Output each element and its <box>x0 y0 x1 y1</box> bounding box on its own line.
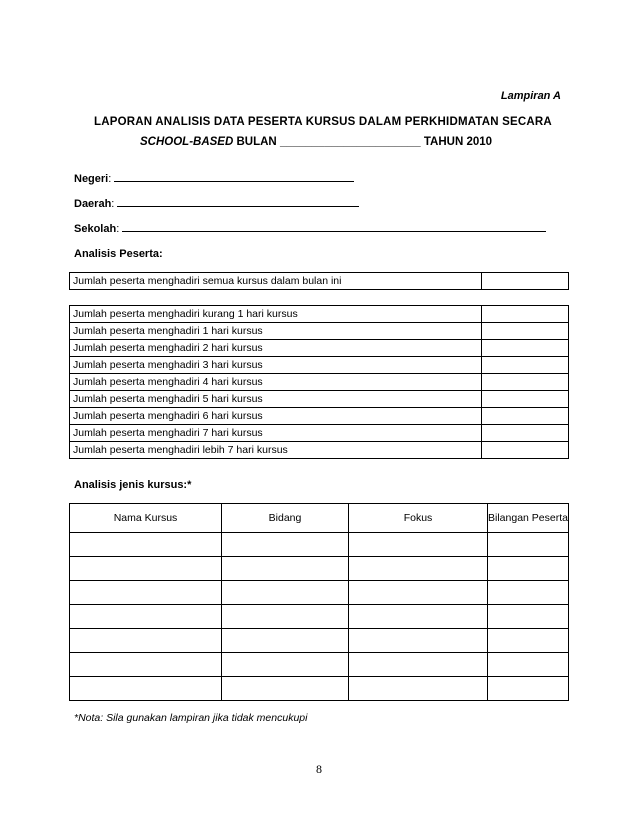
table-row <box>70 677 569 701</box>
bilangan-peserta-cell[interactable] <box>488 557 569 581</box>
total-row-label: Jumlah peserta menghadiri semua kursus dalam bulan ini <box>70 273 482 290</box>
bilangan-peserta-cell[interactable] <box>488 653 569 677</box>
sekolah-field <box>74 221 546 235</box>
col-bilangan-peserta: Bilangan Peserta <box>488 504 569 533</box>
peserta-row-label: Jumlah peserta menghadiri 5 hari kursus <box>70 391 482 408</box>
negeri-colon: : <box>108 173 112 185</box>
table-row <box>70 653 569 677</box>
page-number: 8 <box>316 762 322 776</box>
bilangan-peserta-cell[interactable] <box>488 629 569 653</box>
bidang-cell[interactable] <box>222 629 349 653</box>
peserta-row-value-cell[interactable] <box>482 323 569 340</box>
table-row <box>70 374 569 391</box>
total-peserta-table <box>69 272 569 290</box>
bidang-cell[interactable] <box>222 557 349 581</box>
report-title-line1: LAPORAN ANALISIS DATA PESERTA KURSUS DALAM PERKHIDMATAN SECARA <box>94 116 552 128</box>
bilangan-peserta-cell[interactable] <box>488 533 569 557</box>
bidang-cell[interactable] <box>222 605 349 629</box>
fokus-cell[interactable] <box>349 653 488 677</box>
table-row <box>70 391 569 408</box>
bilangan-peserta-cell[interactable] <box>488 605 569 629</box>
table-row <box>70 357 569 374</box>
peserta-row-label: Jumlah peserta menghadiri kurang 1 hari kursus <box>70 306 482 323</box>
fokus-cell[interactable] <box>349 533 488 557</box>
nama-kursus-cell[interactable] <box>70 653 222 677</box>
fokus-cell[interactable] <box>349 557 488 581</box>
table-row <box>70 273 569 290</box>
nama-kursus-cell[interactable] <box>70 533 222 557</box>
peserta-days-table <box>69 305 569 459</box>
peserta-row-label: Jumlah peserta menghadiri 7 hari kursus <box>70 425 482 442</box>
sekolah-input-line[interactable] <box>122 221 546 232</box>
school-based-text: SCHOOL-BASED <box>140 136 234 148</box>
table-row <box>70 306 569 323</box>
peserta-row-value-cell[interactable] <box>482 391 569 408</box>
nama-kursus-cell[interactable] <box>70 677 222 701</box>
table-row <box>70 629 569 653</box>
fokus-cell[interactable] <box>349 605 488 629</box>
bilangan-peserta-cell[interactable] <box>488 677 569 701</box>
bulan-blank: ______________________ <box>279 136 421 148</box>
nama-kursus-cell[interactable] <box>70 581 222 605</box>
table-row <box>70 425 569 442</box>
negeri-label: Negeri <box>74 173 109 185</box>
fokus-cell[interactable] <box>349 677 488 701</box>
peserta-row-label: Jumlah peserta menghadiri 1 hari kursus <box>70 323 482 340</box>
analisis-kursus-heading: Analisis jenis kursus:* <box>74 479 192 491</box>
table-row <box>70 581 569 605</box>
table-row <box>70 408 569 425</box>
table-row <box>70 442 569 459</box>
table-row <box>70 323 569 340</box>
peserta-row-value-cell[interactable] <box>482 306 569 323</box>
peserta-row-label: Jumlah peserta menghadiri 4 hari kursus <box>70 374 482 391</box>
peserta-row-value-cell[interactable] <box>482 374 569 391</box>
fokus-cell[interactable] <box>349 581 488 605</box>
col-fokus: Fokus <box>349 504 488 533</box>
sekolah-label: Sekolah <box>74 223 117 235</box>
bidang-cell[interactable] <box>222 653 349 677</box>
table-row <box>70 557 569 581</box>
bidang-cell[interactable] <box>222 581 349 605</box>
peserta-row-value-cell[interactable] <box>482 408 569 425</box>
peserta-row-value-cell[interactable] <box>482 442 569 459</box>
total-row-value-cell[interactable] <box>482 273 569 290</box>
negeri-input-line[interactable] <box>114 171 354 182</box>
fokus-cell[interactable] <box>349 629 488 653</box>
peserta-row-label: Jumlah peserta menghadiri 3 hari kursus <box>70 357 482 374</box>
bilangan-peserta-cell[interactable] <box>488 581 569 605</box>
table-row <box>70 340 569 357</box>
footnote: *Nota: Sila gunakan lampiran jika tidak mencukupi <box>74 712 308 724</box>
peserta-row-value-cell[interactable] <box>482 357 569 374</box>
table-header-row <box>70 504 569 533</box>
table-row <box>70 533 569 557</box>
peserta-row-value-cell[interactable] <box>482 340 569 357</box>
tahun-text: TAHUN 2010 <box>423 136 493 148</box>
col-bidang: Bidang <box>222 504 349 533</box>
bidang-cell[interactable] <box>222 677 349 701</box>
kursus-table <box>69 503 569 701</box>
nama-kursus-cell[interactable] <box>70 605 222 629</box>
peserta-row-label: Jumlah peserta menghadiri 6 hari kursus <box>70 408 482 425</box>
daerah-input-line[interactable] <box>117 196 359 207</box>
bidang-cell[interactable] <box>222 533 349 557</box>
negeri-field <box>74 171 354 185</box>
table-row <box>70 605 569 629</box>
daerah-colon: : <box>111 198 115 210</box>
peserta-row-label: Jumlah peserta menghadiri lebih 7 hari kursus <box>70 442 482 459</box>
bulan-text: BULAN <box>236 136 277 148</box>
report-title-line2 <box>140 136 492 148</box>
sekolah-colon: : <box>116 223 120 235</box>
appendix-label: Lampiran A <box>500 90 561 102</box>
daerah-label: Daerah <box>74 198 112 210</box>
nama-kursus-cell[interactable] <box>70 629 222 653</box>
analisis-peserta-heading: Analisis Peserta: <box>74 248 163 260</box>
col-nama-kursus: Nama Kursus <box>70 504 222 533</box>
nama-kursus-cell[interactable] <box>70 557 222 581</box>
peserta-row-value-cell[interactable] <box>482 425 569 442</box>
daerah-field <box>74 196 359 210</box>
peserta-row-label: Jumlah peserta menghadiri 2 hari kursus <box>70 340 482 357</box>
